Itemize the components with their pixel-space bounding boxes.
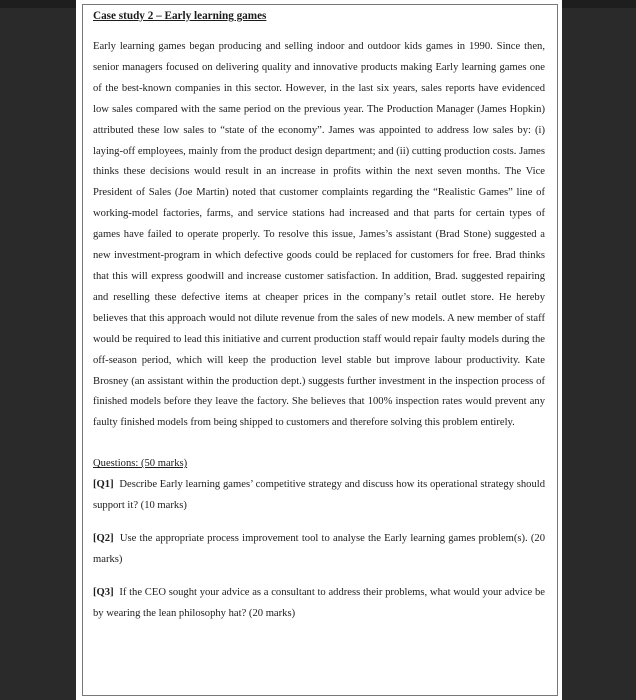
question-1 bbox=[93, 474, 545, 516]
questions-heading: Questions: (50 marks) bbox=[93, 458, 188, 470]
case-study-box bbox=[82, 4, 558, 696]
screen-background-left bbox=[0, 0, 76, 700]
case-study-paragraph: Early learning games began producing and selling indoor and outdoor kids games in 1990. Since then, senior managers focused on delivering quality and innovative products making Early learning games one of the best-known companies in this sector. However, in the last six years, sales reports have evidenced low sales compared with the same period on the previous year. The Production Manager (James Hopkin) attributed these low sales to “state of the economy”. James was appointed to address low sales by: (i) laying-off employees, mainly from the product design department; and (ii) cutting production costs. James thinks these decisions would result in an increase in profits within the next seven months. The Vice President of Sales (Joe Martin) noted that customer complaints regarding the “Realistic Games” line of working-model factories, farms, and service stations had increased and that parts for certain types of games have failed to operate properly. To resolve this issue, James’s assistant (Brad Stone) suggested a new investment-program in which defective goods could be replaced for customers for free. Brad thinks that this will express goodwill and increase customer satisfaction. In addition, Brad. suggested repairing and reselling these defective items at cheaper prices in the company’s retail outlet store. He hereby believes that this approach would not dilute revenue from the sales of new models. A new member of staff would be required to lead this initiative and current production staff would repair faulty models during the off-season period, which will keep the production level stable but improve labour productivity. Kate Brosney (an assistant within the production dept.) suggests further investment in the inspection process of finished models before they leave the factory. She believes that 100% inspection rates would prevent any faulty finished models from being shipped to customers and therefore solving this problem entirely. bbox=[93, 41, 545, 429]
question-1-text: Describe Early learning games’ competitive strategy and discuss how its operational strategy should support it? (10 marks) bbox=[93, 479, 545, 512]
question-1-number: [Q1] bbox=[93, 479, 114, 491]
case-study-title: Case study 2 – Early learning games bbox=[93, 10, 267, 22]
question-3-number: [Q3] bbox=[93, 587, 114, 599]
document-page bbox=[76, 0, 562, 700]
question-2-number: [Q2] bbox=[93, 533, 114, 545]
question-3-text: If the CEO sought your advice as a consultant to address their problems, what would your advice be by wearing the lean philosophy hat? (20 marks) bbox=[93, 587, 545, 620]
question-2-text: Use the appropriate process improvement tool to analyse the Early learning games problem(s). (20 marks) bbox=[93, 533, 546, 566]
question-2 bbox=[93, 528, 545, 570]
question-3 bbox=[93, 582, 545, 624]
screen-background-right bbox=[562, 0, 636, 700]
case-study-content bbox=[93, 9, 545, 636]
